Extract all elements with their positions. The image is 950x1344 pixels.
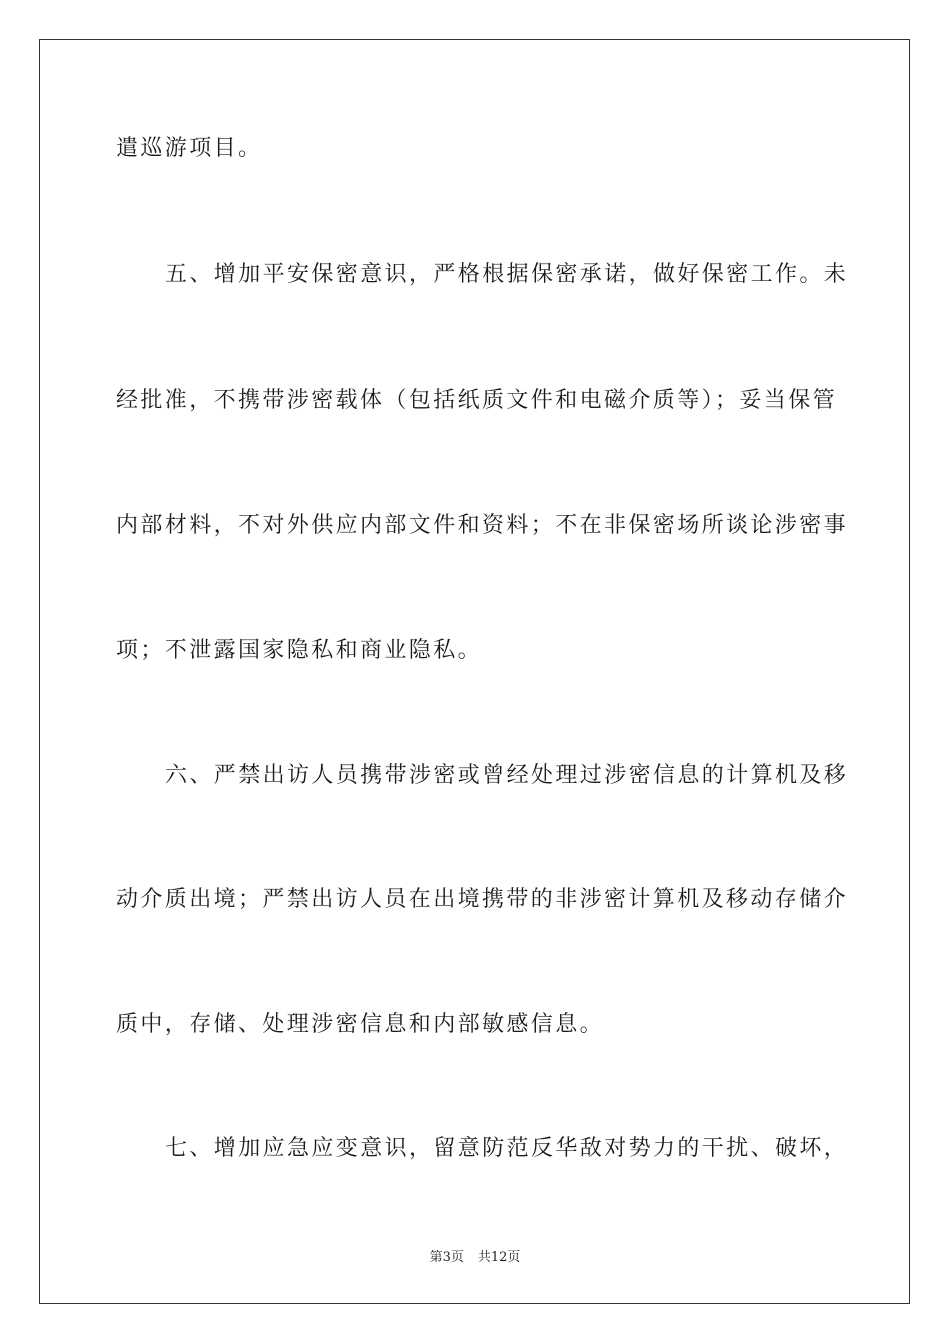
text-line-5: 项；不泄露国家隐私和商业隐私。	[116, 638, 483, 663]
page-footer	[0, 1246, 950, 1265]
text-line-6: 六、严禁出访人员携带涉密或曾经处理过涉密信息的计算机及移	[165, 763, 849, 788]
text-line-1: 遣巡游项目。	[116, 136, 263, 161]
text-line-8: 质中，存储、处理涉密信息和内部敏感信息。	[116, 1012, 605, 1037]
text-line-3: 经批准，不携带涉密载体（包括纸质文件和电磁介质等）；妥当保管	[116, 388, 838, 413]
text-line-9: 七、增加应急应变意识，留意防范反华敌对势力的干扰、破坏，	[165, 1136, 849, 1161]
text-line-7: 动介质出境；严禁出访人员在出境携带的非涉密计算机及移动存储介	[116, 887, 849, 912]
page-border	[39, 39, 910, 1304]
page-number-current: 第3页	[429, 1250, 464, 1265]
page-number-total: 共12页	[477, 1250, 521, 1265]
text-line-4: 内部材料，不对外供应内部文件和资料；不在非保密场所谈论涉密事	[116, 513, 849, 538]
text-line-2: 五、增加平安保密意识，严格根据保密承诺，做好保密工作。未	[165, 262, 849, 287]
